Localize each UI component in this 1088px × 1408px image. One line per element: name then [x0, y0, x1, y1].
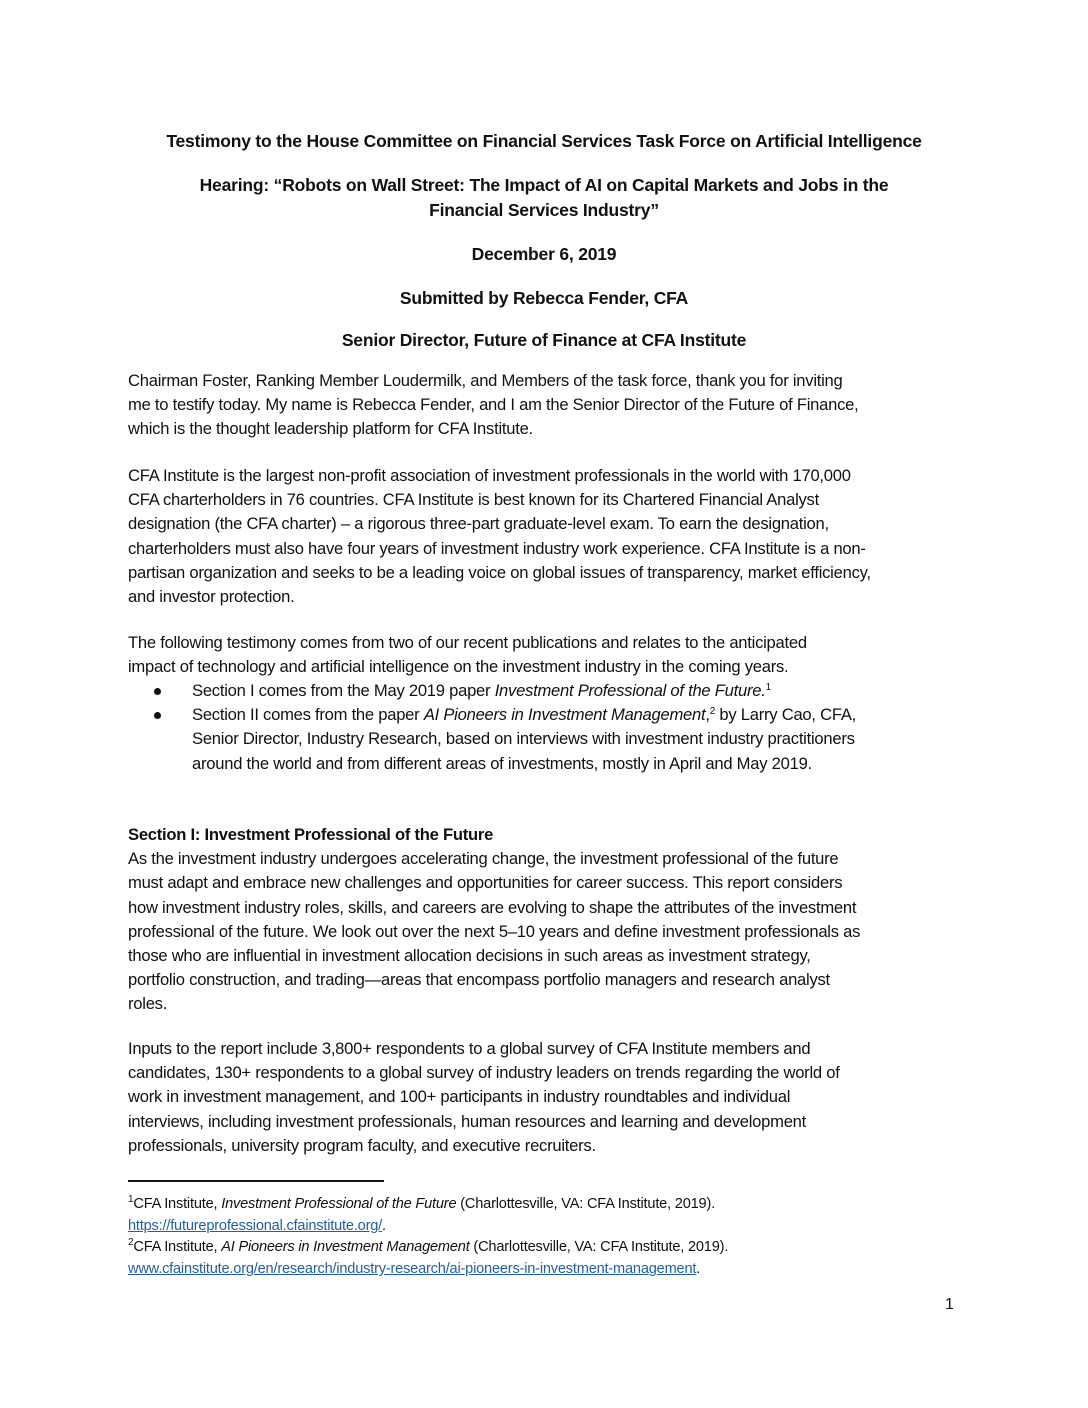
text-line: me to testify today. My name is Rebecca Fender, and I am the Senior Director of the Future of Finance, — [128, 395, 859, 415]
text-line: partisan organization and seeks to be a leading voice on global issues of transparency, market efficiency, — [128, 562, 871, 582]
hearing-title-line-2: Financial Services Industry” — [429, 200, 659, 220]
text-line: Inputs to the report include 3,800+ respondents to a global survey of CFA Institute members and — [128, 1039, 811, 1058]
footnote-2-link-line — [128, 1259, 968, 1281]
bullet-item-section-1 — [128, 679, 968, 703]
document-title: Testimony to the House Committee on Financial Services Task Force on Artificial Intelligence — [166, 131, 922, 151]
hearing-title-line-1: Hearing: “Robots on Wall Street: The Impact of AI on Capital Markets and Jobs in the — [199, 175, 889, 195]
testimony-sources-paragraph — [128, 631, 968, 679]
footnote-title: Investment Professional of the Future — [221, 1196, 457, 1212]
author-role: Senior Director, Future of Finance at CFA Institute — [341, 330, 747, 350]
bullet-continuation: Senior Director, Industry Research, based on interviews with investment industry practitioners — [192, 729, 855, 749]
text-line: interviews, including investment professionals, human resources and learning and development — [128, 1111, 807, 1131]
footnote-title: AI Pioneers in Investment Management — [221, 1239, 470, 1256]
bullet-text: Section I comes from the May 2019 paper — [192, 681, 495, 700]
page-number: 1 — [945, 1296, 954, 1313]
text-line: professionals, university program faculty, and executive recruiters. — [128, 1135, 596, 1155]
text-line: those who are influential in investment allocation decisions in such areas as investment strategy, — [128, 945, 811, 965]
footnote-text: CFA Institute, — [133, 1196, 222, 1212]
text-line: must adapt and embrace new challenges and opportunities for career success. This report considers — [128, 873, 843, 893]
footnote-text: CFA Institute, — [133, 1239, 222, 1256]
section-1-inputs-paragraph — [128, 1037, 968, 1158]
text-line: CFA Institute is the largest non-profit association of investment professionals in the world with 170,000 — [128, 466, 851, 485]
footnote-1 — [128, 1194, 968, 1216]
footnote-number: 2 — [128, 1237, 134, 1249]
text-line: which is the thought leadership platform for CFA Institute. — [128, 419, 533, 439]
text-line: candidates, 130+ respondents to a global survey of industry leaders on trends regarding the world of — [128, 1063, 840, 1083]
text-line: CFA charterholders in 76 countries. CFA Institute is best known for its Chartered Financial Analyst — [128, 490, 819, 510]
text-line: work in investment management, and 100+ participants in industry roundtables and individual — [128, 1087, 791, 1107]
text-line: portfolio construction, and trading—areas that encompass portfolio managers and research analyst — [128, 970, 830, 990]
footnote-ref[interactable]: 2 — [709, 706, 716, 718]
footnote-separator — [128, 1180, 384, 1182]
footnote-ref[interactable]: 1 — [765, 682, 771, 693]
text-line: how investment industry roles, skills, and careers are evolving to shape the attributes of the investment — [128, 897, 857, 917]
publication-title: AI Pioneers in Investment Management — [423, 705, 706, 725]
punctuation: . — [696, 1261, 701, 1278]
sources-bullet-list — [128, 679, 968, 776]
footnote-2 — [128, 1237, 968, 1259]
footnote-2-link[interactable]: www.cfainstitute.org/en/research/industry-research/ai-pioneers-in-investment-management — [128, 1261, 697, 1278]
text-line: Chairman Foster, Ranking Member Loudermilk, and Members of the task force, thank you for inviting — [128, 371, 843, 390]
footnote-text: (Charlottesville, VA: CFA Institute, 2019). — [469, 1239, 729, 1256]
submitted-by: Submitted by Rebecca Fender, CFA — [399, 288, 689, 308]
publication-title: Investment Professional of the Future. — [494, 681, 766, 700]
text-line: As the investment industry undergoes accelerating change, the investment professional of the future — [128, 849, 839, 869]
text-line: designation (the CFA charter) – a rigorous three-part graduate-level exam. To earn the designation, — [128, 514, 829, 534]
text-line: roles. — [128, 994, 168, 1014]
bullet-text: Section II comes from the paper — [192, 705, 424, 725]
intro-paragraph — [128, 369, 968, 442]
text-line: charterholders must also have four years of investment industry work experience. CFA Institute is a non- — [128, 538, 866, 558]
punctuation: , — [705, 705, 710, 725]
section-1 — [128, 823, 968, 1017]
section-heading: Section I: Investment Professional of the Future — [128, 825, 494, 844]
text-line: impact of technology and artificial intelligence on the investment industry in the coming years. — [128, 657, 789, 677]
footnote-text: (Charlottesville, VA: CFA Institute, 2019). — [456, 1196, 715, 1212]
footnote-1-link-line — [128, 1216, 968, 1238]
footnote-number: 1 — [128, 1194, 134, 1205]
about-cfa-paragraph — [128, 464, 968, 609]
footnote-1-link[interactable]: https://futureprofessional.cfainstitute.org/ — [128, 1217, 383, 1234]
bullet-icon — [154, 712, 161, 719]
footnotes — [128, 1194, 968, 1281]
bullet-text: by Larry Cao, CFA, — [715, 705, 857, 725]
text-line: The following testimony comes from two of our recent publications and relates to the anticipated — [128, 633, 807, 652]
bullet-continuation: around the world and from different areas of investments, mostly in April and May 2019. — [192, 753, 812, 773]
text-line: and investor protection. — [128, 586, 295, 606]
bullet-item-section-2 — [128, 703, 968, 776]
hearing-date: December 6, 2019 — [471, 244, 617, 264]
punctuation: . — [382, 1217, 386, 1234]
bullet-icon — [154, 688, 161, 695]
text-line: professional of the future. We look out over the next 5–10 years and define investment professionals as — [128, 921, 861, 941]
